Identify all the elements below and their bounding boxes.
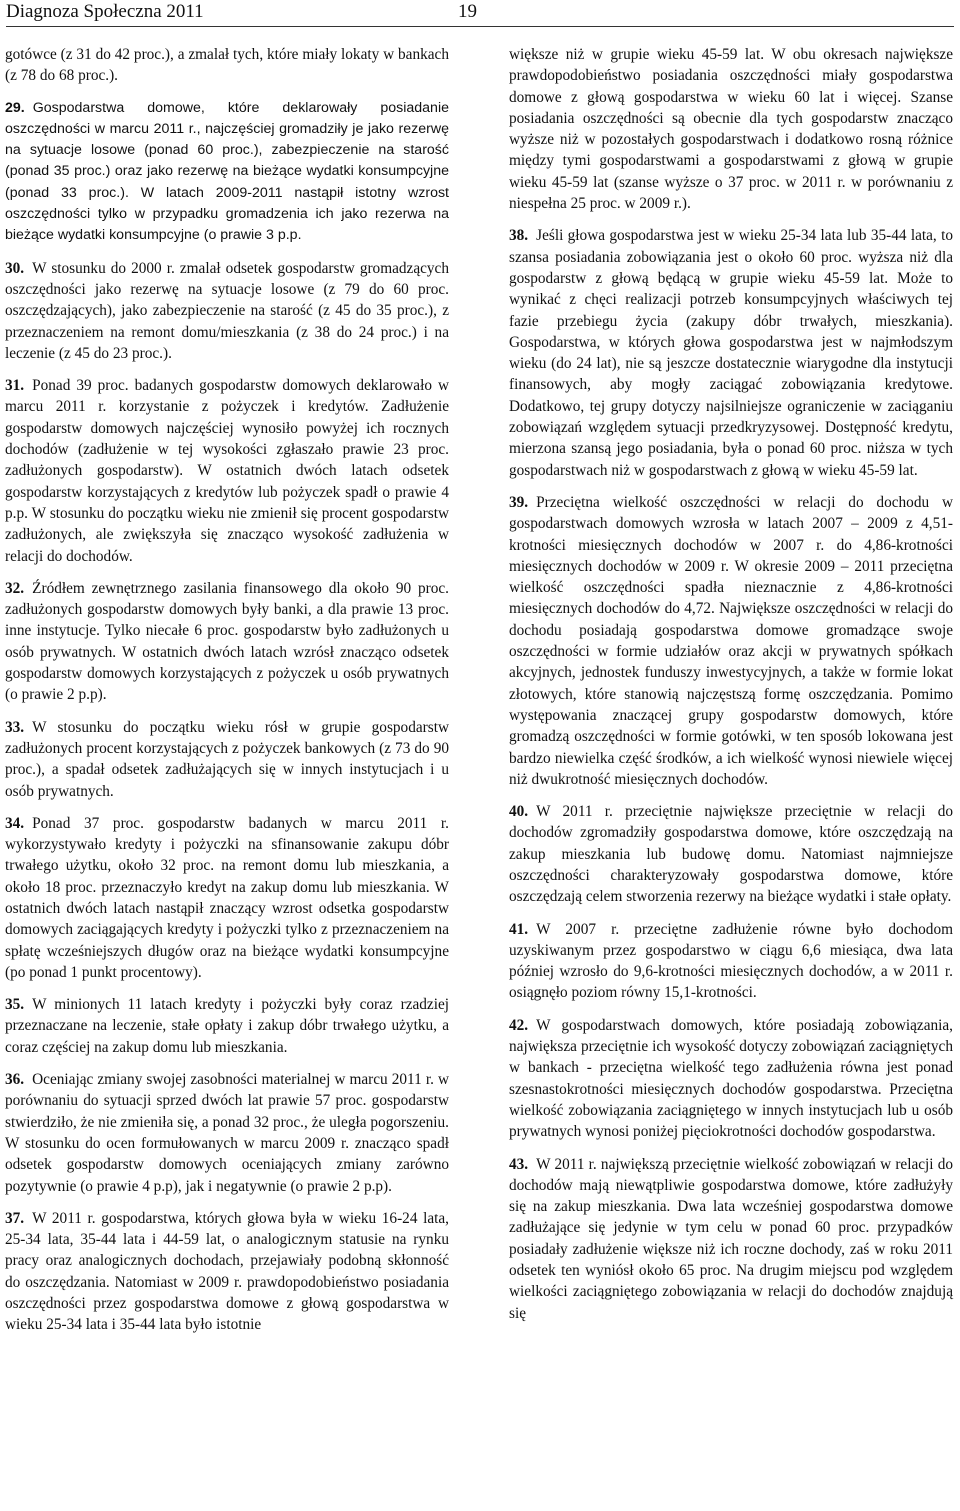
paragraph-number: 42. <box>509 1016 529 1034</box>
paragraph-number: 35. <box>5 996 25 1014</box>
paragraph-35 <box>5 994 449 1058</box>
paragraph-33 <box>5 717 449 802</box>
paragraph-number: 37. <box>5 1209 25 1227</box>
paragraph-text: Gospodarstwa domowe, które deklarowały posiadanie oszczędności w marcu 2011 r., najczęściej gromadziły je jako rezerwę na sytuacje losowe (ponad 60 proc.), zabezpieczenie na starość (ponad 35 proc.) oraz jako rezerwę na bieżące wydatki konsumpcyjne (ponad 33 proc.). W latach 2009-2011 nastąpił istotny wzrost oszczędności tylko w przypadku gromadzenia ich jako rezerwa na bieżące wydatki konsumpcyjne (o prawie 3 p.p. <box>5 99 449 244</box>
paragraph-number: 41. <box>509 920 529 938</box>
paragraph-continuation <box>5 44 449 87</box>
paragraph-34 <box>5 813 449 983</box>
paragraph-number: 29. <box>5 99 25 116</box>
paragraph-number: 36. <box>5 1071 25 1089</box>
paragraph-number: 39. <box>509 493 529 511</box>
paragraph-number: 30. <box>5 259 25 277</box>
paragraph-text: Przeciętna wielkość oszczędności w relacji do dochodu w gospodarstwach domowych wzrosła w latach 2007 – 2009 z 4,51-krotności miesięcznych dochodów w 2007 r. do 4,86-krotności miesięcznych dochodów w 2009 r. W okresie 2009 – 2011 przeciętna wielkość oszczędności spadła nieznacznie z 4,86-krotności miesięcznych dochodów do 4,72. Największe oszczędności w relacji do dochodu posiadają gospodarstwa domowe gromadzące swoje oszczędności w formie udziałów oraz akcji w prywatnych spółkach akcyjnych, jednostek funduszy inwestycyjnych, a także w formie lokat złotowych, które stanowią najczęstszą formę oszczędzania. Pomimo występowania znaczącej grupy gospodarstw domowych, które gromadzą oszczędności w formie gotówki, w ten sposób lokowana jest bardzo niewielka część środków, a ich wielkość wynosi niewiele więcej niż dwukrotność miesięcznych dochodów. <box>509 493 953 788</box>
paragraph-41 <box>509 919 953 1004</box>
page-number: 19 <box>458 1 477 22</box>
running-title: Diagnoza Społeczna 2011 <box>6 1 204 22</box>
paragraph-text: większe niż w grupie wieku 45-59 lat. W obu okresach największe prawdopodobieństwo posiadania oszczędności miały gospodarstwa domowe z głową gospodarstwa w wieku 60 lat i więcej. Szanse posiadania oszczędności są obecnie dla tych gospodarstw znacząco wyższe niż w pozostałych gospodarstwach i dodatkowo rosną różnice między tymi gospodarstwami a gospodarstwami z głową w grupie wieku 45-59 lat (szanse wyższe o 37 proc. w 2011 r. w porównaniu z niespełna 25 proc. w 2009 r.). <box>509 46 953 213</box>
paragraph-number: 31. <box>5 377 25 395</box>
paragraph-number: 34. <box>5 814 25 832</box>
paragraph-38 <box>509 225 953 481</box>
paragraph-30 <box>5 258 449 364</box>
paragraph-36 <box>5 1069 449 1197</box>
paragraph-text: W 2011 r. przeciętnie największe przeciętnie w relacji do dochodów zgromadziły gospodarstwa domowe, które oszczędzają na zakup mieszkania lub budowę domu. Natomiast najmniejsze oszczędności charakteryzowały gospodarstwa domowe, które oszczędzają celem stworzenia rezerwy na bieżące wydatki i stałe opłaty. <box>509 803 953 906</box>
paragraph-text: Ponad 37 proc. gospodarstw badanych w marcu 2011 r. wykorzystywało kredyty i pożyczki na sfinansowanie zakupu dóbr trwałego użytku, około 32 proc. na remont domu lub mieszkania, a około 18 proc. przeznaczyło kredyt na zakup domu lub mieszkania. W ostatnich dwóch latach nastąpił znaczący wzrost odsetka gospodarstw domowych zaciągających kredyty i pożyczki tylko z przeznaczeniem na spłatę wcześniejszych długów oraz na bieżące wydatki konsumpcyjne (po ponad 1 punkt procentowy). <box>5 814 449 981</box>
paragraph-text: Oceniając zmiany swojej zasobności materialnej w marcu 2011 r. w porównaniu do sytuacji sprzed dwóch lat prawie 57 proc. gospodarstw stwierdziło, że nie zmieniła się, a ponad 32 proc., że uległa pogorszeniu. W stosunku do ocen formułowanych w marcu 2009 r. znacząco spadł odsetek gospodarstw domowych oceniających zmiany zarówno pozytywnie (o prawie 4 p.p), jak i negatywnie (o prawie 2 p.p). <box>5 1071 449 1195</box>
paragraph-text: W 2011 r. gospodarstwa, których głowa była w wieku 16-24 lata, 25-34 lata, 35-44 lata i 44-59 lat, o analogicznym statusie na rynku pracy oraz analogicznych dochodach, przejawiały podobną skłonność do oszczędzania. Natomiast w 2009 r. prawdopodobieństwo posiadania oszczędności przez gospodarstwa domowe z głową gospodarstwa w wieku 25-34 lata i 35-44 lata było istotnie <box>5 1209 449 1334</box>
paragraph-text: W stosunku do 2000 r. zmalał odsetek gospodarstw gromadzących oszczędności jako rezerwę na sytuacje losowe (z 79 do 60 proc. oszczędzających), jako zabezpieczenie na starość (z 45 do 35 proc.), z przeznaczeniem na remont domu/mieszkania (z 38 do 24 proc.) i na leczenie (z 45 do 23 proc.). <box>5 259 449 362</box>
paragraph-continuation <box>509 44 953 214</box>
right-column <box>509 44 953 1335</box>
paragraph-number: 33. <box>5 718 25 736</box>
paragraph-39 <box>509 492 953 790</box>
paragraph-43 <box>509 1154 953 1324</box>
paragraph-42 <box>509 1015 953 1143</box>
paragraph-text: Źródłem zewnętrznego zasilania finansowego dla około 90 proc. zadłużonych gospodarstw domowych były banki, a dla prawie 13 proc. inne instytucje. Tylko niecałe 6 proc. gospodarstw było zadłużonych u osób prywatnych. W ostatnich dwóch latach wzrósł znacząco odsetek gospodarstw domowych korzystających z pożyczek u osób prywatnych (o prawie 2 p.p). <box>5 579 449 704</box>
paragraph-text: W gospodarstwach domowych, które posiadają zobowiązania, największa przeciętnie ich wysokość dotyczy zobowiązań zaciągniętych w bankach - przeciętna wielkość tego zadłużenia równa jest ponad szesnastokrotności miesięcznych dochodów gospodarstwa. Przeciętna wielkość zobowiązania zaciągniętego w innych instytucjach lub u osób prywatnych wynosi poniżej pięciokrotności dochodów gospodarstwa. <box>509 1016 953 1141</box>
paragraph-number: 32. <box>5 579 25 597</box>
paragraph-32 <box>5 578 449 706</box>
paragraph-37 <box>5 1208 449 1336</box>
paragraph-31 <box>5 375 449 567</box>
paragraph-number: 40. <box>509 803 529 821</box>
paragraph-text: gotówce (z 31 do 42 proc.), a zmalał tych, które miały lokaty w bankach (z 78 do 68 proc.). <box>5 46 449 85</box>
page-header <box>6 0 954 27</box>
paragraph-text: W stosunku do początku wieku rósł w grupie gospodarstw zadłużonych procent korzystających z pożyczek bankowych (z 73 do 90 proc.), a spadał odsetek zadłużających się w innych instytucjach i u osób prywatnych. <box>5 718 449 800</box>
paragraph-text: W 2011 r. największą przeciętnie wielkość zobowiązań w relacji do dochodów mają niewątpliwie gospodarstwa domowe, które zadłużyły się na zakup mieszkania. Dwa lata wcześniej gospodarstwa domowe zadłużające się jedynie w tym celu w ponad 60 proc. przypadków posiadały zadłużenie większe niż ich roczne dochody, zaś w roku 2011 odsetek ten wyniósł około 65 proc. Na drugim miejscu pod względem wielkości zaciągniętego zobowiązania w relacji do dochodów znajdują się <box>509 1155 953 1322</box>
paragraph-number: 38. <box>509 227 529 245</box>
paragraph-number: 43. <box>509 1155 529 1173</box>
paragraph-29 <box>5 98 449 247</box>
paragraph-text: Jeśli głowa gospodarstwa jest w wieku 25-34 lata lub 35-44 lata, to szansa posiadania zobowiązania jest o około 60 proc. wyższa niż dla gospodarstw z głową będącą w grupie wieku 45-59 lat. Może to wynikać z chęci realizacji potrzeb konsumpcyjnych właściwych tej fazie przebiegu życia (zakupy dóbr trwałych, mieszkania). Gospodarstwa, w których głowa gospodarstwa jest w najmłodszym wieku (do 24 lat), nie są jeszcze dostatecznie wiarygodne dla instytucji finansowych, aby mogły zaciągać zobowiązania kredytowe. Dodatkowo, tej grupy dotyczy najsilniejsze ograniczenie w zaciąganiu zobowiązań względem sytuacji przedkryzysowej. Dostępność kredytu, mierzona szansą jego posiadania, była o ponad 60 proc. niższa w tych gospodarstwach niż w gospodarstwach z głową w wieku 45-59 lat. <box>509 227 953 479</box>
paragraph-40 <box>509 801 953 907</box>
paragraph-text: W minionych 11 latach kredyty i pożyczki były coraz rzadziej przeznaczane na leczenie, stałe opłaty i zakup dóbr trwałego użytku, a coraz częściej na zakup domu lub mieszkania. <box>5 996 449 1056</box>
paragraph-text: Ponad 39 proc. badanych gospodarstw domowych deklarowało w marcu 2011 r. korzystanie z pożyczek i kredytów. Zadłużenie gospodarstw domowych najczęściej wynosiło powyżej ich rocznych dochodów (zadłużenie w tej wysokości zgłaszało prawie 23 proc. zadłużonych gospodarstw). W ostatnich dwóch latach odsetek gospodarstw korzystających z kredytów lub pożyczek spadł o prawie 4 p.p. W stosunku do początku wieku nie zmienił się procent gospodarstw zadłużonych, ale zwiększyła się znacząco wysokość zadłużenia w relacji do dochodów. <box>5 377 449 565</box>
left-column <box>5 44 449 1347</box>
paragraph-text: W 2007 r. przeciętne zadłużenie równe było dochodom uzyskiwanym przez gospodarstwo w ciągu 6,6 miesiąca, dwa lata później wzrosło do 9,6-krotności miesięcznych dochodów, a w 2011 r. osiągnęło poziom równy 15,1-krotności. <box>509 920 953 1002</box>
